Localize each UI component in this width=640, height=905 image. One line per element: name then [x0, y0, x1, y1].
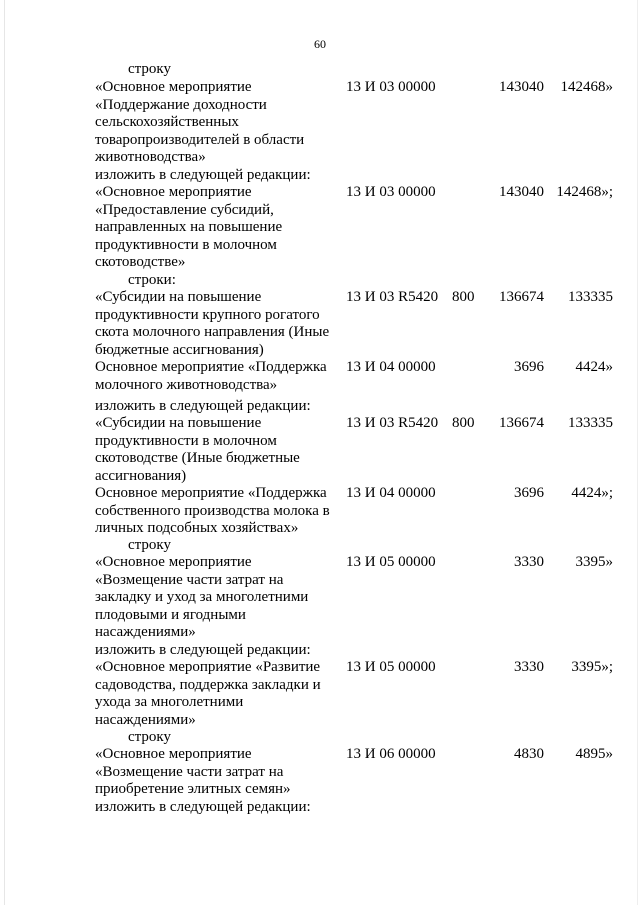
row-name: «Основное мероприятие «Поддержание доходности сельскохозяйственных товаропроизводителей в области животноводства»	[95, 79, 305, 165]
row-code: 13 И 04 00000	[346, 359, 436, 375]
row-value-1: 3696	[514, 485, 544, 501]
row-value-2: 4424»;	[571, 485, 613, 501]
instruction-text: изложить в следующей редакции:	[95, 167, 311, 183]
row-vr: 800	[452, 289, 475, 305]
row-value-2: 3395»;	[571, 659, 613, 675]
row-value-1: 143040	[499, 79, 544, 95]
instruction-text: изложить в следующей редакции:	[95, 799, 311, 815]
row-code: 13 И 03 R5420	[346, 415, 439, 431]
row-name: «Основное мероприятие «Возмещение части затрат на закладку и уход за многолетними плодовыми и ягодными насаждениями»	[95, 554, 309, 640]
label-text: строку	[128, 537, 171, 553]
row-code: 13 И 04 00000	[346, 485, 436, 501]
row-value-1: 3330	[514, 659, 544, 675]
row-name: «Основное мероприятие «Предоставление субсидий, направленных на повышение продуктивности в молочном скотоводстве»	[95, 184, 283, 270]
label-text: строку	[128, 61, 171, 77]
row-vr: 800	[452, 415, 475, 431]
label-text: строку	[128, 729, 171, 745]
row-name: «Субсидии на повышение продуктивности крупного рогатого скота молочного направления (Иные бюджетные ассигнования)	[95, 289, 330, 358]
row-value-2: 133335	[568, 289, 613, 305]
row-value-2: 4424»	[575, 359, 613, 375]
row-value-2: 142468»	[560, 79, 613, 95]
row-value-1: 136674	[499, 289, 544, 305]
row-value-1: 4830	[514, 746, 544, 762]
row-value-1: 3696	[514, 359, 544, 375]
instruction-text: изложить в следующей редакции:	[95, 642, 311, 658]
row-name: «Основное мероприятие «Развитие садоводства, поддержка закладки и ухода за многолетними насаждениями»	[95, 659, 321, 728]
row-name: Основное мероприятие «Поддержка молочного животноводства»	[95, 359, 327, 393]
row-name: Основное мероприятие «Поддержка собственного производства молока в личных подсобных хозяйствах»	[95, 485, 330, 536]
row-code: 13 И 05 00000	[346, 554, 436, 570]
scan-edge-left	[4, 0, 5, 905]
row-code: 13 И 03 R5420	[346, 289, 439, 305]
row-value-2: 133335	[568, 415, 613, 431]
row-value-1: 143040	[499, 184, 544, 200]
row-value-1: 3330	[514, 554, 544, 570]
row-value-2: 4895»	[575, 746, 613, 762]
row-value-2: 3395»	[575, 554, 613, 570]
row-code: 13 И 03 00000	[346, 79, 436, 95]
page-number: 60	[314, 37, 326, 51]
row-value-2: 142468»;	[556, 184, 613, 200]
instruction-text: изложить в следующей редакции:	[95, 398, 311, 414]
scan-edge-right	[637, 0, 638, 905]
row-code: 13 И 03 00000	[346, 184, 436, 200]
row-name: «Основное мероприятие «Возмещение части затрат на приобретение элитных семян»	[95, 746, 291, 797]
label-text: строки:	[128, 272, 176, 288]
row-code: 13 И 05 00000	[346, 659, 436, 675]
row-value-1: 136674	[499, 415, 544, 431]
row-code: 13 И 06 00000	[346, 746, 436, 762]
row-name: «Субсидии на повышение продуктивности в молочном скотоводстве (Иные бюджетные ассигнования)	[95, 415, 300, 484]
